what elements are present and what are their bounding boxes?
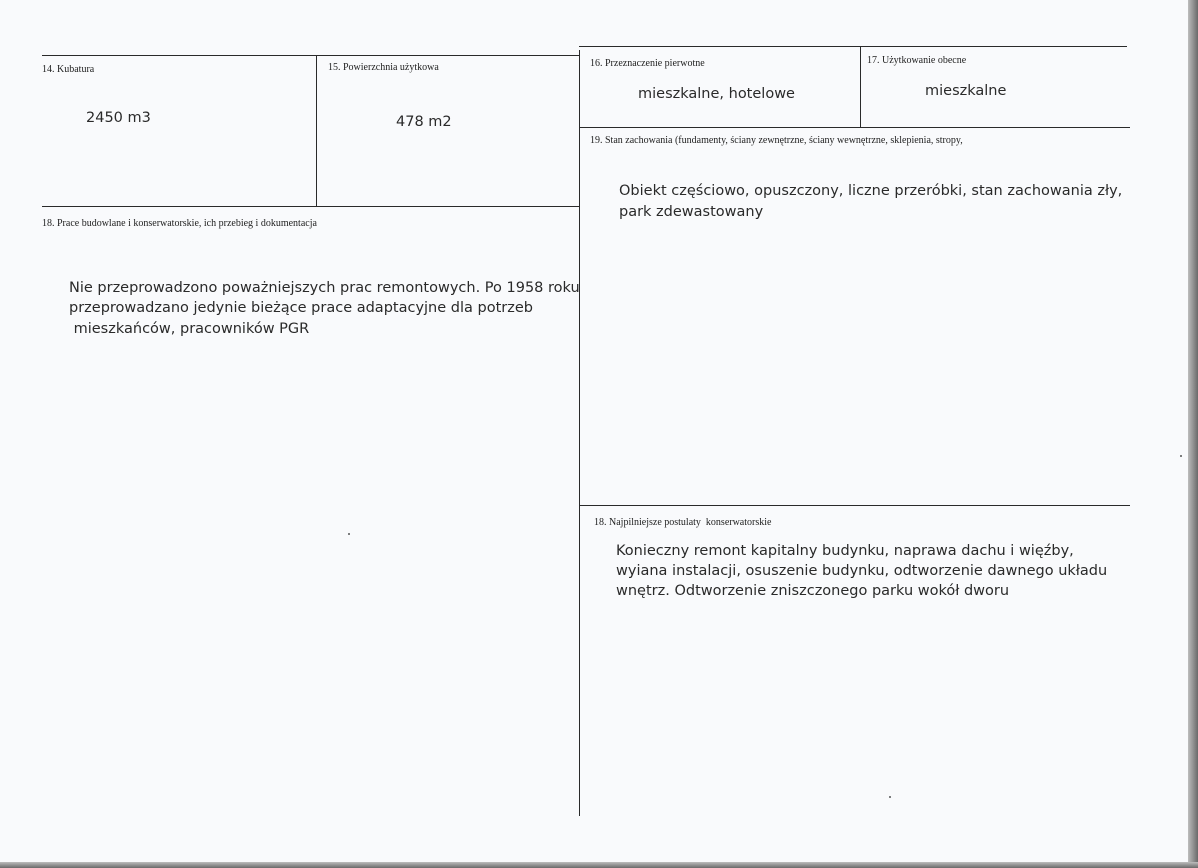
field-15-label: 15. Powierzchnia użytkowa bbox=[328, 62, 439, 73]
rule-below-14-15 bbox=[42, 206, 579, 207]
field-14-label: 14. Kubatura bbox=[42, 64, 95, 75]
field-17-label: 17. Użytkowanie obecne bbox=[867, 55, 967, 66]
field-19-line-2: park zdewastowany bbox=[619, 204, 764, 220]
field-18-works-line-1: Nie przeprowadzono poważniejszych prac remontowych. Po 1958 roku bbox=[69, 280, 580, 296]
scan-speck bbox=[348, 533, 350, 535]
field-19-label: 19. Stan zachowania (fundamenty, ściany zewnętrzne, ściany wewnętrzne, sklepienia, stropy, bbox=[590, 135, 963, 146]
scan-edge-bottom bbox=[0, 862, 1198, 868]
field-16-label: 16. Przeznaczenie pierwotne bbox=[590, 58, 705, 69]
scan-speck bbox=[1180, 455, 1182, 457]
scan-speck bbox=[889, 796, 891, 798]
field-18-works-line-2: przeprowadzano jedynie bieżące prace adaptacyjne dla potrzeb bbox=[69, 300, 533, 316]
scan-edge-right bbox=[1188, 0, 1198, 868]
divider-14-15 bbox=[316, 55, 317, 207]
field-18-works-label: 18. Prace budowlane i konserwatorskie, ich przebieg i dokumentacja bbox=[42, 218, 317, 229]
rule-above-postulates bbox=[579, 505, 1130, 506]
field-14-value: 2450 m3 bbox=[86, 110, 151, 126]
field-17-value: mieszkalne bbox=[925, 83, 1007, 99]
field-18-works-line-3: mieszkańców, pracowników PGR bbox=[69, 321, 310, 337]
field-18-postulates-line-3: wnętrz. Odtworzenie zniszczonego parku wokół dworu bbox=[616, 583, 1010, 599]
top-rule bbox=[42, 55, 579, 56]
top-rule-right bbox=[579, 46, 1127, 47]
field-15-value: 478 m2 bbox=[396, 114, 452, 130]
center-divider bbox=[579, 50, 580, 816]
field-19-line-1: Obiekt częściowo, opuszczony, liczne przeróbki, stan zachowania zły, bbox=[619, 183, 1123, 199]
field-16-value: mieszkalne, hotelowe bbox=[638, 86, 795, 102]
divider-16-17 bbox=[860, 47, 861, 127]
field-18-postulates-line-2: wyiana instalacji, osuszenie budynku, odtworzenie dawnego układu bbox=[616, 563, 1108, 579]
field-18-postulates-line-1: Konieczny remont kapitalny budynku, naprawa dachu i więźby, bbox=[616, 543, 1074, 559]
field-18-postulates-label: 18. Najpilniejsze postulaty konserwatorskie bbox=[594, 517, 772, 528]
rule-below-16-17 bbox=[579, 127, 1130, 128]
